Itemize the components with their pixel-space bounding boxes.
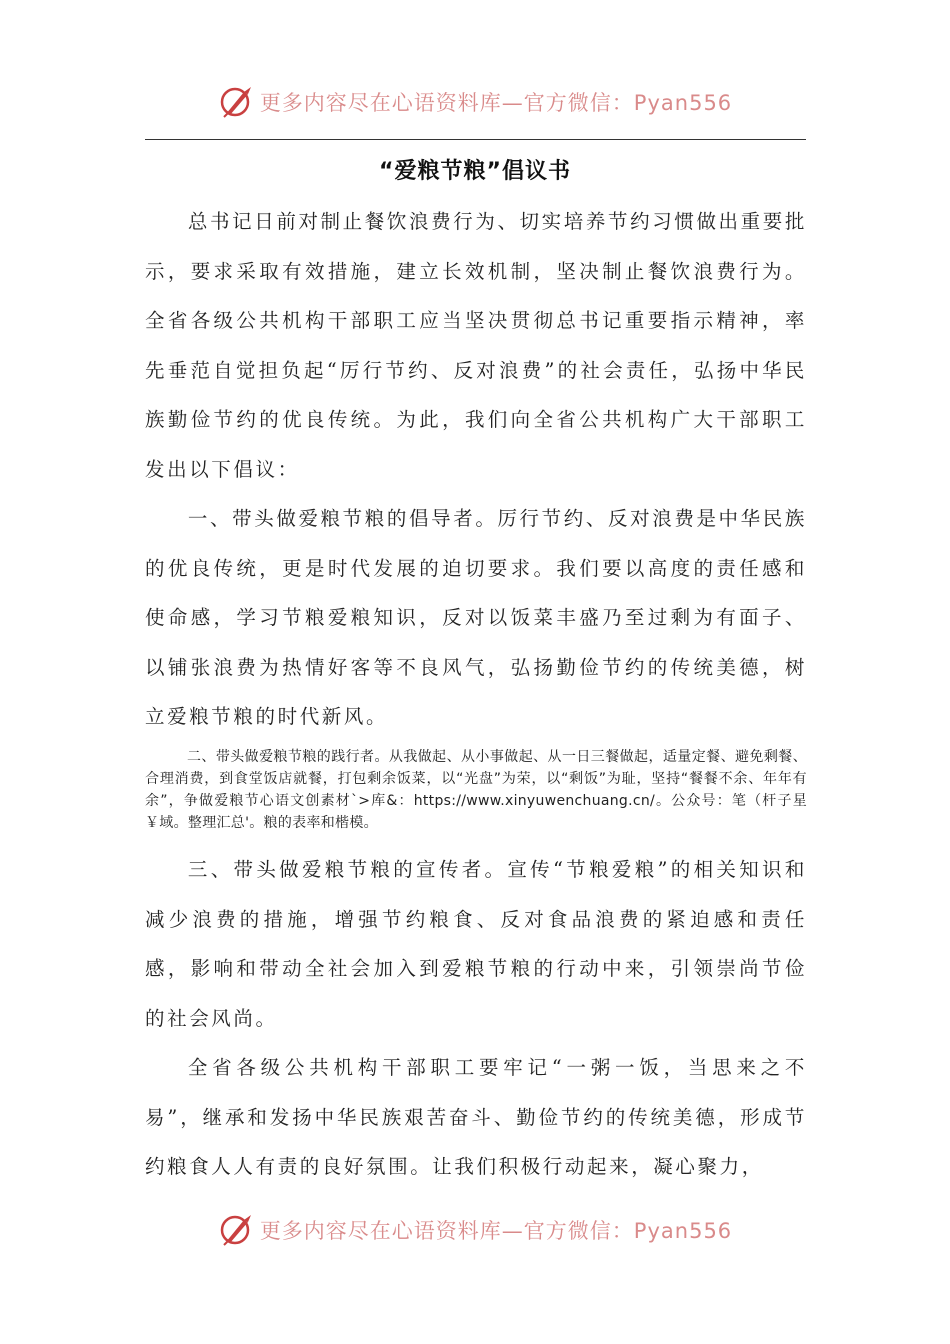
quill-pen-logo-icon xyxy=(218,84,254,120)
paragraph-item-two: 二、带头做爱粮节粮的践行者。从我做起、从小事做起、从一日三餐做起，适量定餐、避免剩餐、合理消费，到食堂饭店就餐，打包剩余饭菜，以“光盘”为荣，以“剩饭”为耻，坚持“餐餐不余、年年有余”，争做爱粮节心语文创素材`>库&：https://www.xinyuwenchuang.cn/。公众号：笔（杆子星￥域。整理汇总'。粮的表率和楷模。 xyxy=(145,749,807,831)
document-body-top xyxy=(145,197,807,742)
paragraph-item-three: 三、带头做爱粮节粮的宣传者。宣传“节粮爱粮”的相关知识和减少浪费的措施，增强节约粮食、反对食品浪费的紧迫感和责任感，影响和带动全社会加入到爱粮节粮的行动中来，引领崇尚节俭的社会风尚。 xyxy=(145,858,807,1030)
header-banner xyxy=(0,82,950,122)
header-divider xyxy=(145,139,806,140)
document-body-bottom xyxy=(145,845,807,1192)
document-body-small xyxy=(145,746,807,834)
quill-pen-logo-icon xyxy=(218,1212,254,1248)
document-title: “爱粮节粮”倡议书 xyxy=(379,159,571,184)
paragraph-closing: 全省各级公共机构干部职工要牢记“一粥一饭，当思来之不易”，继承和发扬中华民族艰苦奋斗、勤俭节约的传统美德，形成节约粮食人人有责的良好氛围。让我们积极行动起来，凝心聚力， xyxy=(145,1056,807,1178)
paragraph-intro: 总书记日前对制止餐饮浪费行为、切实培养节约习惯做出重要批示，要求采取有效措施，建立长效机制，坚决制止餐饮浪费行为。全省各级公共机构干部职工应当坚决贯彻总书记重要指示精神，率先垂范自觉担负起“厉行节约、反对浪费”的社会责任，弘扬中华民族勤俭节约的优良传统。为此，我们向全省公共机构广大干部职工发出以下倡议： xyxy=(145,210,807,481)
paragraph-item-one: 一、带头做爱粮节粮的倡导者。厉行节约、反对浪费是中华民族的优良传统，更是时代发展的迫切要求。我们要以高度的责任感和使命感，学习节粮爱粮知识，反对以饭菜丰盛乃至过剩为有面子、以铺张浪费为热情好客等不良风气，弘扬勤俭节约的传统美德，树立爱粮节粮的时代新风。 xyxy=(145,507,807,728)
footer-banner-text: 更多内容尽在心语资料库—官方微信：Pyan556 xyxy=(259,1219,733,1243)
footer-banner xyxy=(0,1210,950,1250)
header-banner-text: 更多内容尽在心语资料库—官方微信：Pyan556 xyxy=(259,91,733,115)
